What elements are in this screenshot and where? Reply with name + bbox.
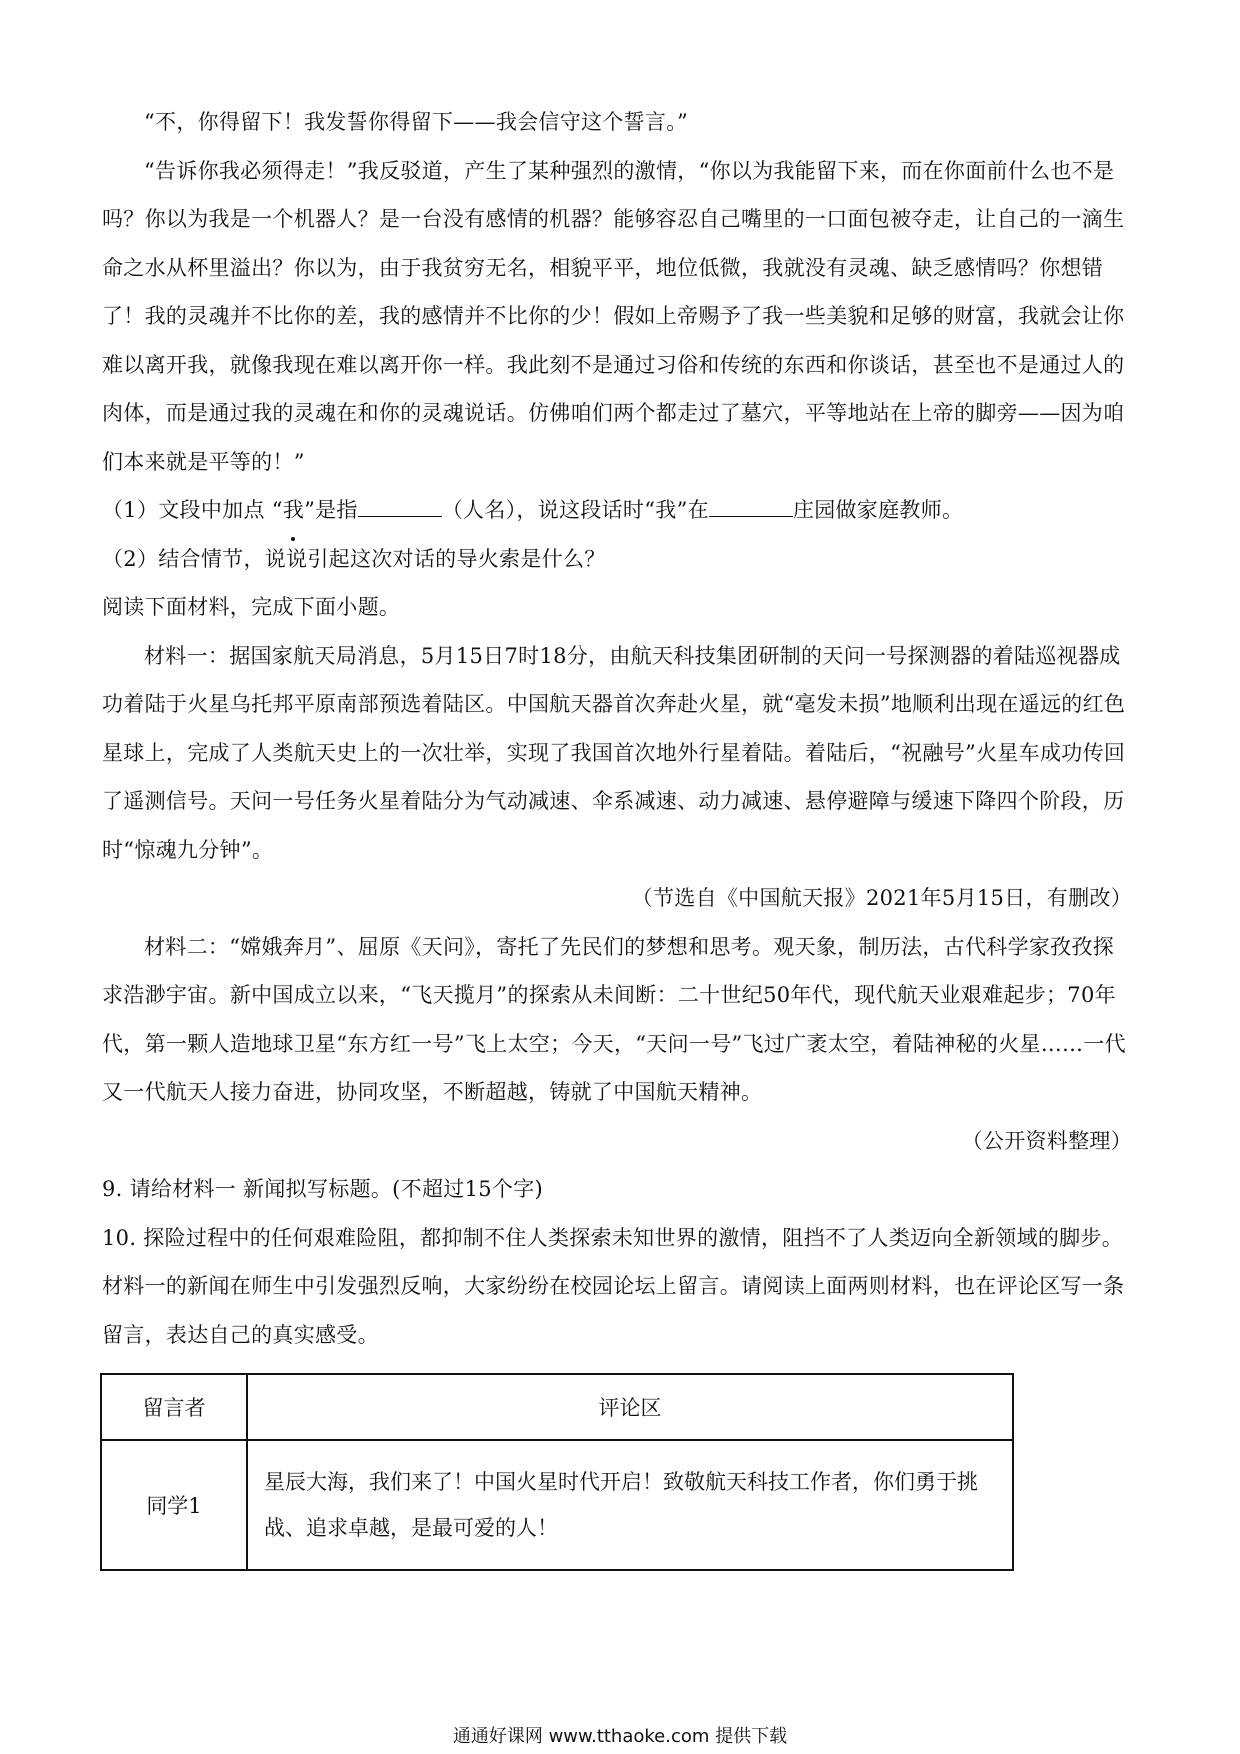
table-row — [101, 1440, 1013, 1570]
question-2: （2）结合情节，说说引起这次对话的导火索是什么？ — [102, 546, 606, 571]
header-author: 留言者 — [101, 1374, 247, 1440]
row-author: 同学1 — [101, 1440, 247, 1570]
question-9: 9. 请给材料一 新闻拟写标题。(不超过15个字) — [102, 1177, 543, 1201]
dotted-word: “我” — [272, 486, 315, 535]
row-comment: 星辰大海，我们来了！中国火星时代开启！致敬航天科技工作者，你们勇于挑战、追求卓越，是最可爱的人！ — [247, 1440, 1013, 1570]
answer-blank-2[interactable] — [709, 494, 793, 517]
header-comment: 评论区 — [247, 1374, 1013, 1440]
material-1-text: 材料一：据国家航天局消息，5月15日7时18分，由航天科技集团研制的天问一号探测器的着陆巡视器成功着陆于火星乌托邦平原南部预选着陆区。中国航天器首次奔赴火星，就“毫发未损”地顺利出现在遥远的红色星球上，完成了人类航天史上的一次壮举，实现了我国首次地外行星着陆。着陆后，“祝融号”火星车成功传回了遥测信号。天问一号任务火星着陆分为气动减速、伞系减速、动力减速、悬停避障与缓速下降四个阶段，历时“惊魂九分钟”。 — [102, 643, 1126, 862]
question-10: 10. 探险过程中的任何艰难险阻，都抑制不住人类探索未知世界的激情，阻挡不了人类迈向全新领域的脚步。材料一的新闻在师生中引发强烈反响，大家纷纷在校园论坛上留言。请阅读上面两则材料，也在评论区写一条留言，表达自己的真实感受。 — [102, 1225, 1125, 1347]
table-header-row — [101, 1374, 1013, 1440]
passage-paragraph-1: “不，你得留下！我发誓你得留下——我会信守这个誓言。” — [144, 110, 689, 134]
material-1-source: （节选自《中国航天报》2021年5月15日，有删改） — [631, 886, 1132, 910]
page-content — [102, 98, 1132, 1571]
comment-table — [100, 1373, 1014, 1571]
passage-paragraph-2: “告诉你我必须得走！”我反驳道，产生了某种强烈的激情，“你以为我能留下来，而在你面前什么也不是吗？你以为我是一个机器人？是一台没有感情的机器？能够容忍自己嘴里的一口面包被夺走，让自己的一滴生命之水从杯里溢出？你以为，由于我贫穷无名，相貌平平，地位低微，我就没有灵魂、缺乏感情吗？你想错了！我的灵魂并不比你的差，我的感情并不比你的少！假如上帝赐予了我一些美貌和足够的财富，我就会让你难以离开我，就像我现在难以离开你一样。我此刻不是通过习俗和传统的东西和你谈话，甚至也不是通过人的肉体，而是通过我的灵魂在和你的灵魂说话。仿佛咱们两个都走过了墓穴，平等地站在上帝的脚旁——因为咱们本来就是平等的！” — [102, 158, 1125, 474]
reading-intro: 阅读下面材料，完成下面小题。 — [102, 595, 401, 619]
material-2-text: 材料二：“嫦娥奔月”、屈原《天问》，寄托了先民们的梦想和思考。观天象，制历法，古代科学家孜孜探求浩渺宇宙。新中国成立以来，“飞天揽月”的探索从未间断：二十世纪50年代，现代航天业艰难起步；70年代，第一颗人造地球卫星“东方红一号”飞上太空；今天，“天问一号”飞过广袤太空，着陆神秘的火星……一代又一代航天人接力奋进，协同攻坚，不断超越，铸就了中国航天精神。 — [102, 934, 1126, 1104]
material-2-source: （公开资料整理） — [961, 1128, 1132, 1153]
answer-blank-1[interactable] — [358, 494, 442, 517]
footer-watermark: 通通好课网 www.tthaoke.com 提供下载 — [452, 1726, 788, 1747]
question-1: （1）文段中加点 “我”是指 （人名），说这段话时“我”在 庄园做家庭教师。 — [102, 486, 1132, 535]
